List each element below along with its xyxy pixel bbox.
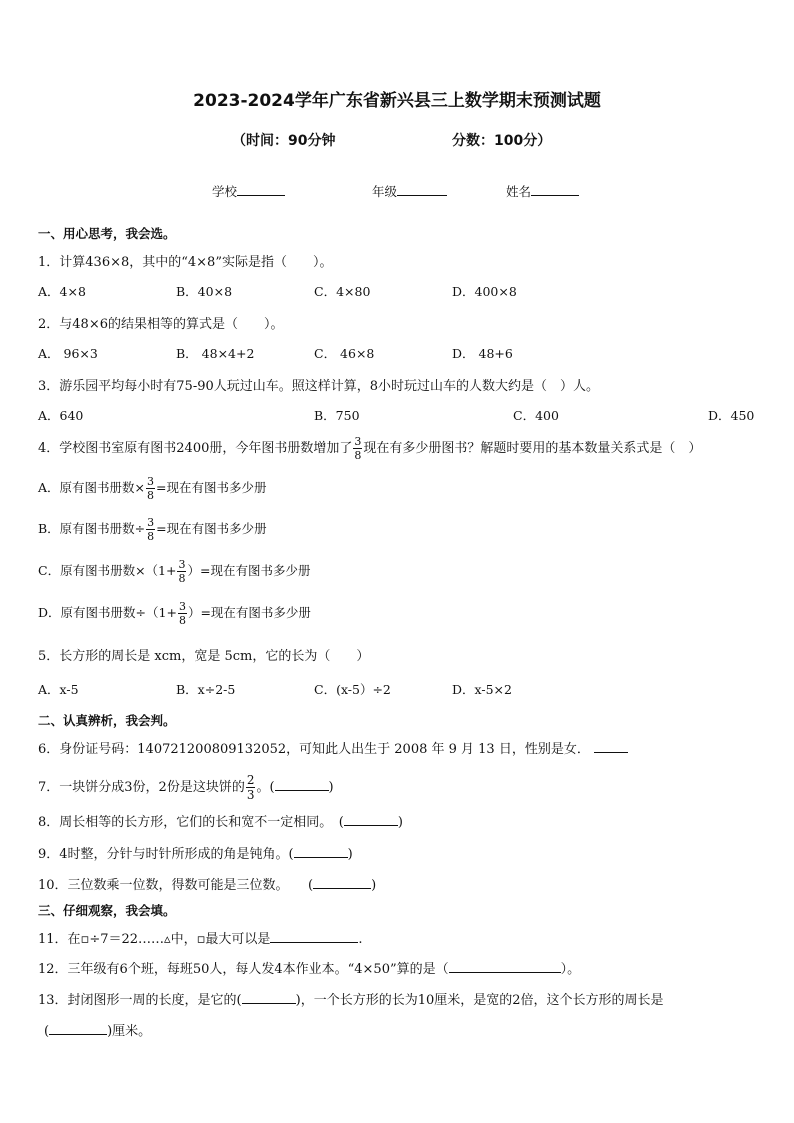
page-title: 2023-2024学年广东省新兴县三上数学期末预测试题 <box>193 91 601 111</box>
q5-option-d[interactable]: D．x-5×2 <box>452 682 512 697</box>
q8-answer-blank[interactable] <box>344 813 398 826</box>
name-field <box>506 182 579 200</box>
q7-fraction: $\frac{2}{3}$ <box>246 773 255 802</box>
question-9: 9．4时整，分针与时针所形成的角是钝角。( ) <box>38 847 353 862</box>
q1-option-a[interactable]: A．4×8 <box>38 284 86 299</box>
question-4 <box>38 436 701 461</box>
q5-option-a[interactable]: A．x-5 <box>38 682 79 697</box>
q4-text-post: 现在有多少册图书？解题时要用的基本数量关系式是（ ） <box>363 441 702 456</box>
question-1: 1．计算436×8，其中的“4×8”实际是指（ ）。 <box>38 255 333 270</box>
q4a-fraction: $\frac{3}{8}$ <box>147 475 155 502</box>
question-13-line2: ( )厘米。 <box>44 1024 152 1039</box>
school-field <box>212 182 285 200</box>
q1-option-b[interactable]: B．40×8 <box>176 284 233 299</box>
q4c-fraction: $\frac{3}{8}$ <box>178 558 186 585</box>
q3-option-b[interactable]: B．750 <box>314 408 360 423</box>
q5-option-b[interactable]: B．x÷2-5 <box>176 682 236 697</box>
school-blank[interactable] <box>237 183 285 196</box>
q1-option-c[interactable]: C．4×80 <box>314 284 371 299</box>
exam-time: （时间：90分钟 <box>232 133 336 149</box>
question-12: 12．三年级有6个班，每班50人，每人发4本作业本。“4×50”算的是（ ）。 <box>38 962 581 977</box>
q4-option-a[interactable]: A．原有图书册数× $\frac{3}{8}$ =现在有图书多少册 <box>38 475 267 502</box>
q13-answer-blank-1[interactable] <box>242 991 296 1004</box>
question-5: 5．长方形的周长是 xcm，宽是 5cm，它的长为（ ） <box>38 649 370 664</box>
q6-answer-blank[interactable] <box>594 740 628 753</box>
q4d-fraction: $\frac{3}{8}$ <box>178 600 186 627</box>
q2-option-b[interactable]: B． 48×4+2 <box>176 346 255 361</box>
school-label: 学校 <box>212 184 238 199</box>
name-label: 姓名 <box>506 184 532 199</box>
question-10: 10．三位数乘一位数，得数可能是三位数。 ( ) <box>38 878 377 893</box>
q4b-fraction: $\frac{3}{8}$ <box>147 516 155 543</box>
section-heading: 一、用心思考，我会选。 <box>38 226 176 241</box>
q4-fraction: $\frac{3}{8}$ <box>354 435 362 462</box>
q10-answer-blank[interactable] <box>313 876 371 889</box>
question-11: 11．在▫÷7＝22……▵中，▫最大可以是 . <box>38 932 363 947</box>
grade-field <box>372 182 447 200</box>
q1-option-d[interactable]: D．400×8 <box>452 284 517 299</box>
q3-option-a[interactable]: A．640 <box>38 408 84 423</box>
question-3: 3．游乐园平均每小时有75-90人玩过山车。照这样计算，8小时玩过山车的人数大约是（ ）人。 <box>38 379 600 394</box>
q7-answer-blank[interactable] <box>275 778 329 791</box>
question-13: 13．封闭图形一周的长度，是它的( )，一个长方形的长为10厘米，是宽的2倍，这个长方形的周长是 <box>38 993 664 1008</box>
question-8: 8．周长相等的长方形，它们的长和宽不一定相同。 ( ) <box>38 815 403 830</box>
exam-score: 分数：100分） <box>452 133 552 149</box>
q11-answer-blank[interactable] <box>270 930 358 943</box>
q4-option-b[interactable]: B．原有图书册数÷ $\frac{3}{8}$ =现在有图书多少册 <box>38 516 267 543</box>
question-6: 6．身份证号码：140721200809132052，可知此人出生于 2008 年 9 月 13 日，性别是女． <box>38 738 628 757</box>
q12-answer-blank[interactable] <box>449 960 561 973</box>
q2-option-c[interactable]: C． 46×8 <box>314 346 375 361</box>
q3-option-d[interactable]: D．450 <box>708 408 755 423</box>
section-heading: 二、认真辨析，我会判。 <box>38 713 176 728</box>
section-heading: 三、仔细观察，我会填。 <box>38 903 176 918</box>
q4-option-d[interactable]: D．原有图书册数÷（1+ $\frac{3}{8}$ ）=现在有图书多少册 <box>38 600 311 627</box>
q5-option-c[interactable]: C．(x-5）÷2 <box>314 682 391 697</box>
q2-option-a[interactable]: A． 96×3 <box>38 346 98 361</box>
grade-label: 年级 <box>372 184 398 199</box>
q9-answer-blank[interactable] <box>294 845 348 858</box>
q2-option-d[interactable]: D． 48+6 <box>452 346 513 361</box>
question-2: 2．与48×6的结果相等的算式是（ ）。 <box>38 317 284 332</box>
q4-option-c[interactable]: C．原有图书册数×（1+ $\frac{3}{8}$ ）=现在有图书多少册 <box>38 558 311 585</box>
question-7: 7．一块饼分成3份，2份是这块饼的 $\frac{2}{3}$ 。( ) <box>38 773 334 802</box>
q13-answer-blank-2[interactable] <box>49 1022 107 1035</box>
grade-blank[interactable] <box>397 183 447 196</box>
q3-option-c[interactable]: C．400 <box>513 408 559 423</box>
name-blank[interactable] <box>531 183 579 196</box>
q4-text-pre: 4．学校图书室原有图书2400册，今年图书册数增加了 <box>38 441 353 456</box>
